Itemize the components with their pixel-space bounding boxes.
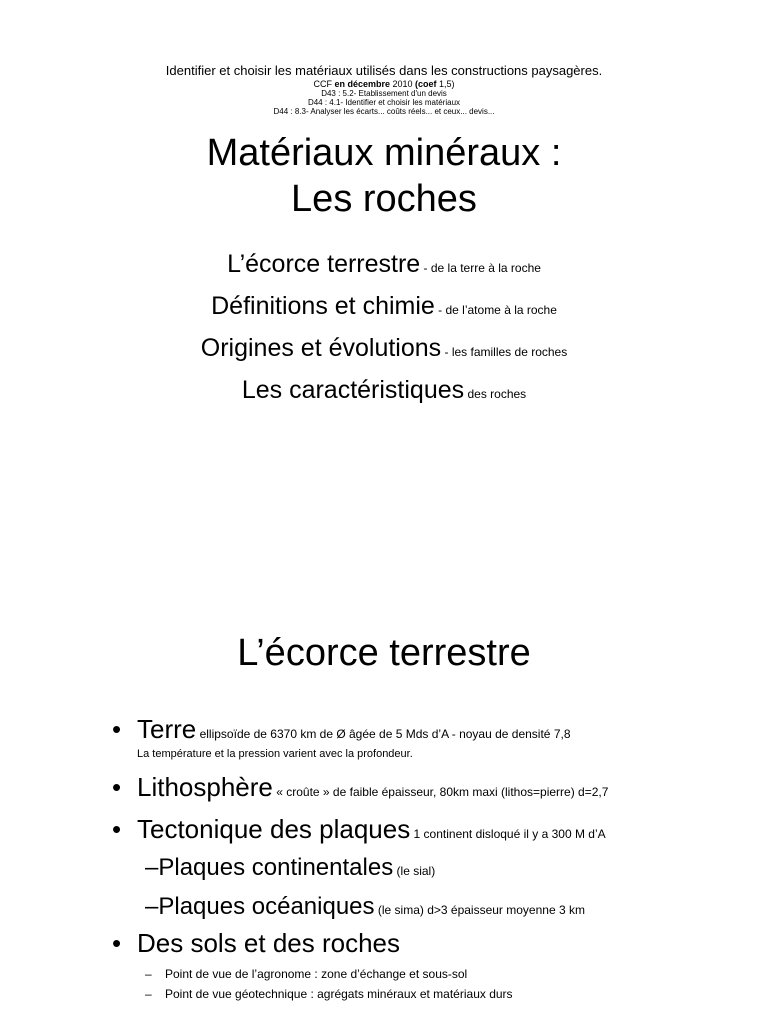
toc-item [0,250,768,279]
slide1-title-line2: Les roches [291,178,477,220]
bullet-glyph: • [112,714,122,744]
dash-glyph: – [145,854,159,881]
bullet-glyph: • [112,814,122,844]
competency-line-2: D44 : 4.1- Identifier et choisir les matériaux [307,98,461,107]
dash-glyph: – [145,967,152,981]
slide1-title-line1: Matériaux minéraux : [206,132,562,174]
ccf-suffix: 1,5) [436,79,455,89]
dash-glyph: – [145,987,152,1001]
bullet-heading: Tectonique des plaques [137,814,411,844]
point-item [145,967,467,981]
sub-bullet-note: (le sial) [393,864,436,878]
bullet-heading: Terre [137,714,197,744]
dash-glyph: – [145,893,159,920]
slide1-title [0,130,768,222]
bullet-text [137,928,400,959]
bullet-note: 1 continent disloqué il y a 300 M d’A [410,827,606,841]
ccf-prefix: CCF [313,79,335,89]
toc-item [0,292,768,321]
toc-note: des roches [464,387,527,401]
toc-heading: Origines et évolutions [200,334,442,362]
toc-note: - de la terre à la roche [420,261,541,275]
ccf-bold2: (coef [415,79,437,89]
sub-bullet-item [145,854,435,882]
bullet-text [137,772,608,803]
slide2-title: L’écorce terrestre [237,632,531,674]
point-text: Point de vue de l’agronome : zone d’échange et sous-sol [165,967,468,981]
ccf-bold: en décembre [334,79,390,89]
toc-item [0,376,768,405]
toc-heading: L’écorce terrestre [227,250,421,278]
bullet-text [137,714,571,745]
sub-bullet-heading: Plaques océaniques [158,893,375,920]
toc-heading: Définitions et chimie [211,292,435,320]
ccf-line [0,79,768,89]
sub-bullet-note: (le sima) d>3 épaisseur moyenne 3 km [374,903,585,917]
bullet-text [137,814,606,845]
toc-note: - de l’atome à la roche [434,303,557,317]
bullet-glyph: • [112,772,122,802]
point-item [145,987,513,1001]
toc-item [0,334,768,363]
competency-line-3: D44 : 8.3- Analyser les écarts... coûts réels... et ceux... devis... [273,107,495,116]
competency-line-1: D43 : 5.2- Etablissement d'un devis [321,89,447,98]
bullet-note: ellipsoïde de 6370 km de Ø âgée de 5 Mds d’A - noyau de densité 7,8 [196,727,571,741]
bullet-heading: Des sols et des roches [137,928,401,958]
bullet-heading: Lithosphère [137,772,273,802]
bullet-glyph: • [112,928,122,958]
point-text: Point de vue géotechnique : agrégats minéraux et matériaux durs [165,987,513,1001]
toc-heading: Les caractéristiques [241,376,465,404]
ccf-middle: 2010 [389,79,416,89]
bullet-continuation: La température et la pression varient avec la profondeur. [137,748,413,760]
sub-bullet-heading: Plaques continentales [158,854,394,881]
toc-note: - les familles de roches [441,345,568,359]
bullet-note: « croûte » de faible épaisseur, 80km maxi (lithos=pierre) d=2,7 [272,785,609,799]
sub-bullet-item [145,893,585,921]
course-subtitle: Identifier et choisir les matériaux utilisés dans les constructions paysagères. [165,63,603,78]
